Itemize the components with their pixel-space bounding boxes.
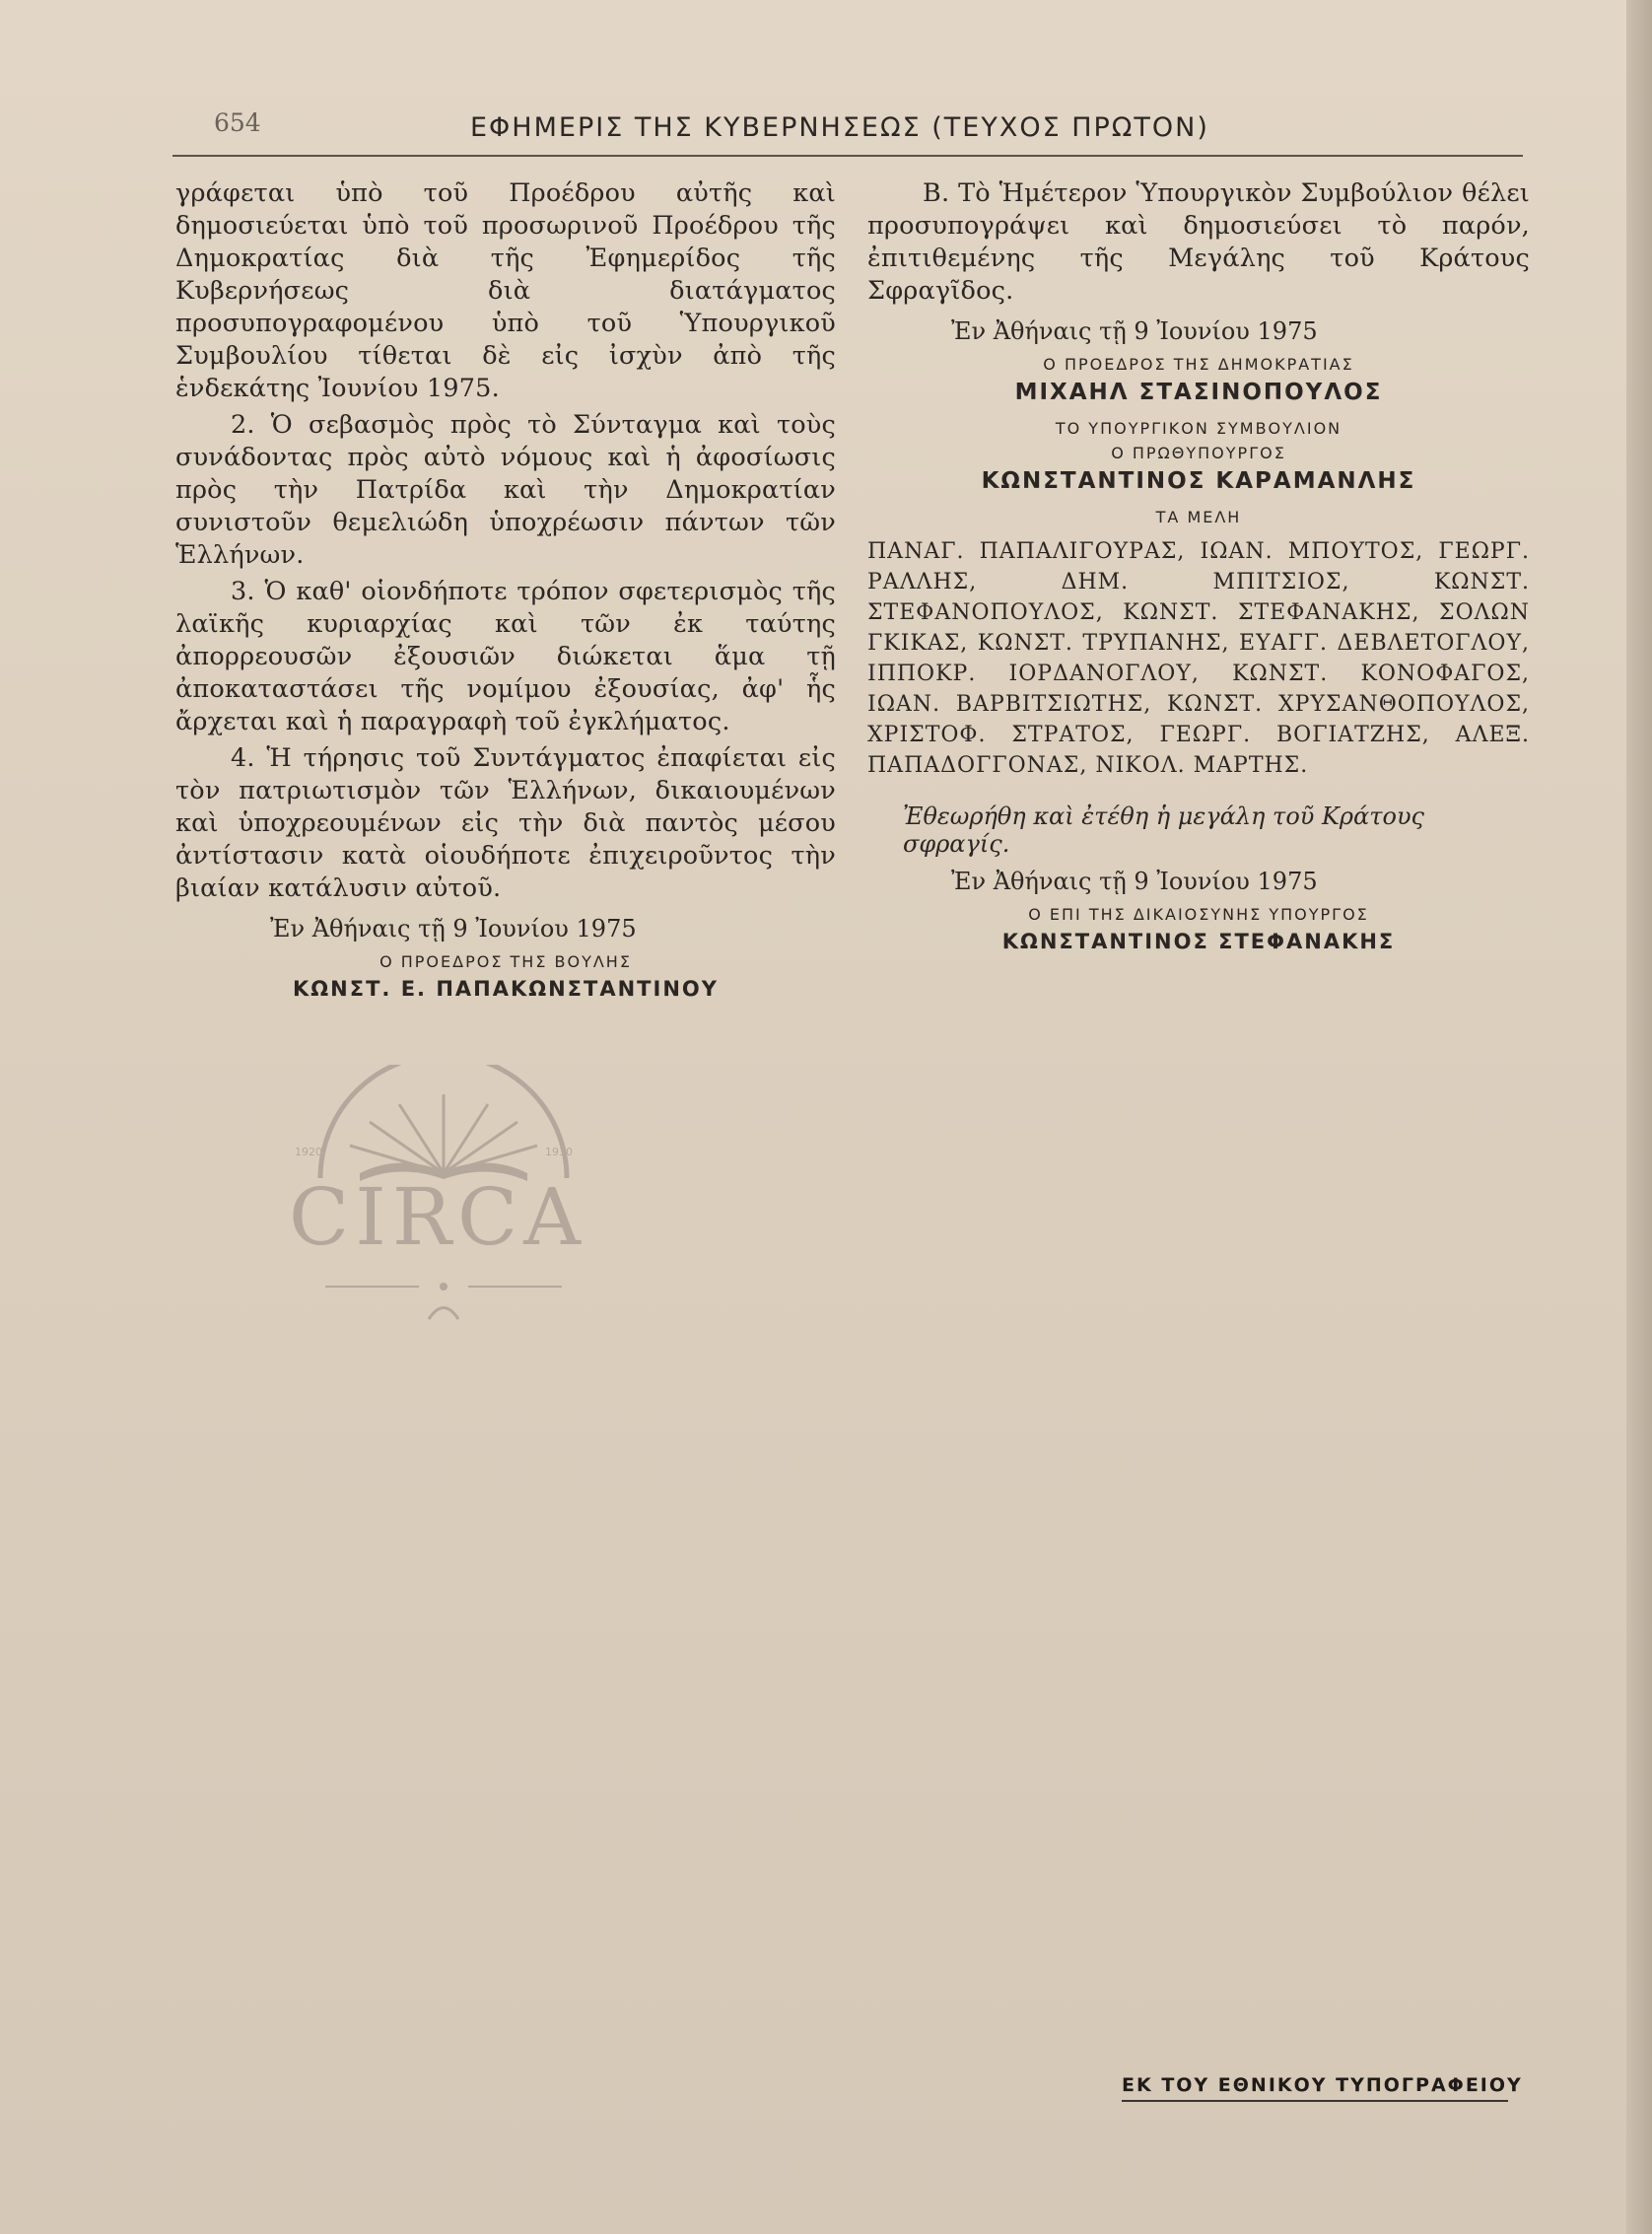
parliament-president-name: ΚΩΝΣΤ. Ε. ΠΑΠΑΚΩΝΣΤΑΝΤΙΝΟΥ bbox=[293, 977, 719, 1001]
decree-paragraph-b: Β. Τὸ Ἡμέτερον Ὑπουργικὸν Συμβούλιον θέλει προσυπογράψει καὶ δημοσιεύσει τὸ παρόν, ἐπιτιθεμένης τῆς Μεγάλης τοῦ Κράτους Σφραγῖδος. bbox=[867, 178, 1530, 306]
right-date-1: Ἐν Ἀθήναις τῇ 9 Ἰουνίου 1975 bbox=[951, 317, 1318, 345]
watermark-year-left: 1920 bbox=[295, 1146, 322, 1158]
page-number: 654 bbox=[214, 108, 261, 137]
printer-imprint: ΕΚ ΤΟΥ ΕΘΝΙΚΟΥ ΤΥΠΟΓΡΑΦΕΙΟΥ bbox=[1122, 2074, 1523, 2096]
page-edge bbox=[1626, 0, 1652, 2234]
left-date: Ἐν Ἀθήναις τῇ 9 Ἰουνίου 1975 bbox=[270, 915, 637, 942]
gazette-title: ΕΦΗΜΕΡΙΣ ΤΗΣ ΚΥΒΕΡΝΗΣΕΩΣ (ΤΕΥΧΟΣ ΠΡΩΤΟΝ) bbox=[470, 112, 1209, 143]
president-name: ΜΙΧΑΗΛ ΣΤΑΣΙΝΟΠΟΥΛΟΣ bbox=[1014, 380, 1383, 405]
paragraph-4: 4. Ἡ τήρησις τοῦ Συντάγματος ἐπαφίεται εἰς τὸν πατριωτισμὸν τῶν Ἑλλήνων, δικαιουμένων καὶ ὑποχρεουμένων εἰς τὴν διὰ παντὸς μέσου ἀντίστασιν κατὰ οἱουδήποτε ἐπιχειροῦντος τὴν βιαίαν κατάλυσιν αὐτοῦ. bbox=[175, 743, 836, 903]
members-title: ΤΑ ΜΕΛΗ bbox=[1155, 508, 1242, 526]
president-title: Ο ΠΡΟΕΔΡΟΣ ΤΗΣ ΔΗΜΟΚΡΑΤΙΑΣ bbox=[1043, 355, 1354, 374]
seal-note: Ἐθεωρήθη καὶ ἐτέθη ἡ μεγάλη τοῦ Κράτους σφραγίς. bbox=[903, 803, 1424, 858]
page-header bbox=[172, 106, 1523, 156]
circa-watermark bbox=[281, 1065, 606, 1341]
paragraph-1-continued: γράφεται ὑπὸ τοῦ Προέδρου αὐτῆς καὶ δημοσιεύεται ὑπὸ τοῦ προσωρινοῦ Προέδρου τῆς Δημοκρατίας διὰ τῆς Ἐφημερίδος τῆς Κυβερνήσεως διὰ διατάγματος προσυπογραφομένου ὑπὸ τοῦ Ὑπουργικοῦ Συμβουλίου τίθεται δὲ εἰς ἰσχὺν ἀπὸ τῆς ἑνδεκάτης Ἰουνίου 1975. bbox=[175, 178, 836, 403]
pm-name: ΚΩΝΣΤΑΝΤΙΝΟΣ ΚΑΡΑΜΑΝΛΗΣ bbox=[981, 468, 1416, 494]
pm-title: Ο ΠΡΩΘΥΠΟΥΡΓΟΣ bbox=[1111, 444, 1286, 462]
right-date-2: Ἐν Ἀθήναις τῇ 9 Ἰουνίου 1975 bbox=[951, 868, 1318, 895]
left-column bbox=[175, 177, 836, 1014]
council-title: ΤΟ ΥΠΟΥΡΓΙΚΟΝ ΣΥΜΒΟΥΛΙΟΝ bbox=[1055, 419, 1342, 438]
header-rule bbox=[172, 155, 1523, 157]
parliament-president-title: Ο ΠΡΟΕΔΡΟΣ ΤΗΣ ΒΟΥΛΗΣ bbox=[379, 952, 632, 971]
justice-minister-name: ΚΩΝΣΤΑΝΤΙΝΟΣ ΣΤΕΦΑΝΑΚΗΣ bbox=[1001, 930, 1396, 953]
watermark-year-right: 1930 bbox=[545, 1146, 573, 1158]
justice-minister-title: Ο ΕΠΙ ΤΗΣ ΔΙΚΑΙΟΣΥΝΗΣ ΥΠΟΥΡΓΟΣ bbox=[1028, 905, 1369, 924]
watermark-text: CIRCA bbox=[289, 1171, 587, 1263]
members-list: ΠΑΝΑΓ. ΠΑΠΑΛΙΓΟΥΡΑΣ, ΙΩΑΝ. ΜΠΟΥΤΟΣ, ΓΕΩΡΓ. ΡΑΛΛΗΣ, ΔΗΜ. ΜΠΙΤΣΙΟΣ, ΚΩΝΣΤ. ΣΤΕΦΑΝΟΠΟΥΛΟΣ, ΚΩΝΣΤ. ΣΤΕΦΑΝΑΚΗΣ, ΣΟΛΩΝ ΓΚΙΚΑΣ, ΚΩΝΣΤ. ΤΡΥΠΑΝΗΣ, ΕΥΑΓΓ. ΔΕΒΛΕΤΟΓΛΟΥ, ΙΠΠΟΚΡ. ΙΟΡΔΑΝΟΓΛΟΥ, ΚΩΝΣΤ. ΚΟΝΟΦΑΓΟΣ, ΙΩΑΝ. ΒΑΡΒΙΤΣΙΩΤΗΣ, ΚΩΝΣΤ. ΧΡΥΣΑΝΘΟΠΟΥΛΟΣ, ΧΡΙΣΤΟΦ. ΣΤΡΑΤΟΣ, ΓΕΩΡΓ. ΒΟΓΙΑΤΖΗΣ, ΑΛΕΞ. ΠΑΠΑΔΟΓΓΟΝΑΣ, ΝΙΚΟΛ. ΜΑΡΤΗΣ. bbox=[867, 539, 1530, 778]
paragraph-2: 2. Ὁ σεβασμὸς πρὸς τὸ Σύνταγμα καὶ τοὺς συνάδοντας πρὸς αὐτὸ νόμους καὶ ἡ ἀφοσίωσις πρὸς τὴν Πατρίδα καὶ τὴν Δημοκρατίαν συνιστοῦν θεμελιώδη ὑποχρέωσιν πάντων τῶν Ἑλλήνων. bbox=[175, 410, 836, 570]
paragraph-3: 3. Ὁ καθ' οἱονδήποτε τρόπον σφετερισμὸς τῆς λαϊκῆς κυριαρχίας καὶ τῶν ἐκ ταύτης ἀπορρεουσῶν ἐξουσιῶν διώκεται ἅμα τῇ ἀποκαταστάσει τῆς νομίμου ἐξουσίας, ἀφ' ἧς ἄρχεται καὶ ἡ παραγραφὴ τοῦ ἐγκλήματος. bbox=[175, 577, 836, 736]
right-column bbox=[867, 177, 1530, 967]
imprint-rule bbox=[1122, 2100, 1508, 2102]
